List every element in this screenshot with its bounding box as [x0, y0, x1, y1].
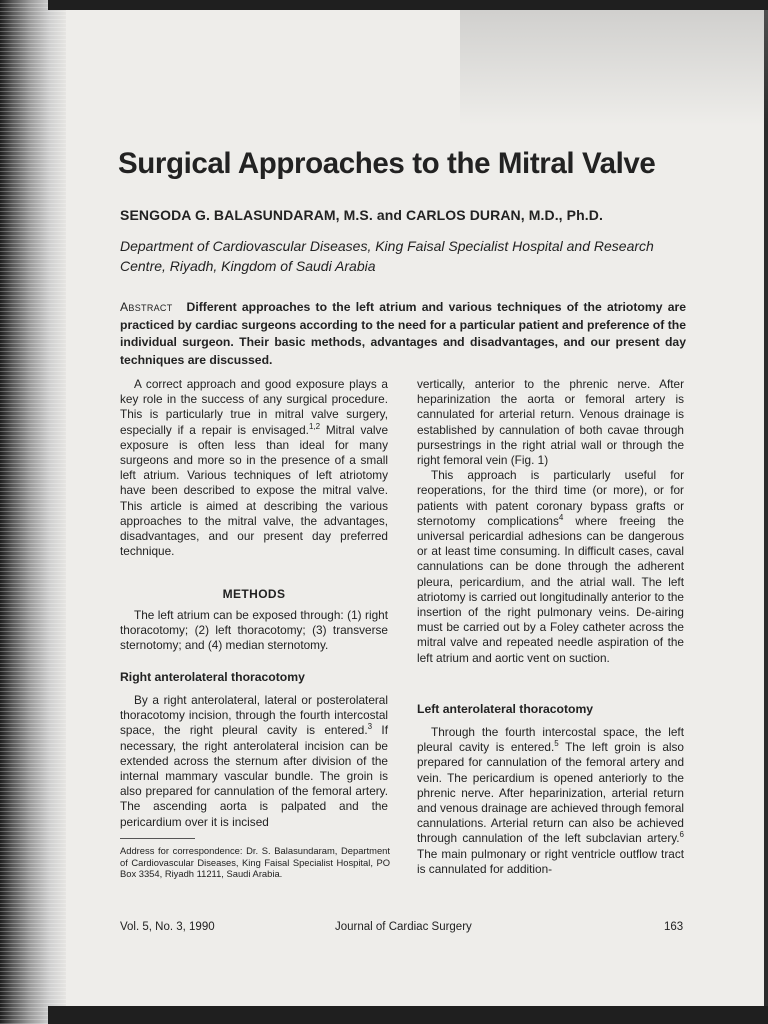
article-title: Surgical Approaches to the Mitral Valve [118, 147, 656, 180]
scan-top-edge [48, 0, 768, 10]
intro-text-1: A correct approach and good exposure plays a key role in the success of any surgical procedure. This is particularly true in mitral valve surgery, especially if a repair is envisaged. [120, 377, 388, 437]
abstract-text: Different approaches to the left atrium and various techniques of the atriotomy are practiced by cardiac surgeons according to the need for a particular patient and preference of the individual surgeon. Their basic methods, advantages and disadvantages, and our present day techniques are discussed. [120, 300, 686, 367]
page-number: 163 [664, 921, 684, 933]
author-affiliation: Department of Cardiovascular Diseases, King Faisal Specialist Hospital and Research Centre, Riyadh, Kingdom of Saudi Arabia [120, 238, 654, 274]
methods-paragraph [120, 608, 388, 654]
reoperation-text-2: where freeing the universal pericardial adhesions can be dangerous or at least time consuming. In difficult cases, caval cannulations can be done through the adherent pleura, pericardium, and the atrial wall. The left atriotomy is carried out longitudinally anterior to the insertion of the right pulmonary veins. De-airing must be carried out by a Foley catheter across the mitral valve and repeated needle aspiration of the left atrium and aortic vent on suction. [417, 513, 684, 665]
reoperation-text-1: This approach is particularly useful for reoperations, for the third time (or more), or for patients with patent coronary bypass grafts or sternotomy complications [417, 468, 684, 528]
right-thoracotomy-text-2: If necessary, the right anterolateral incision can be extended across the sternum after division of the internal mammary vascular bundle. The groin is also prepared for cannulation of the femoral artery. The ascending aorta is palpated and the pericardium over it is incised [120, 723, 388, 829]
left-thoracotomy-text-3: The main pulmonary or right ventricle outflow tract is cannulated for addition- [417, 846, 684, 876]
right-thoracotomy-citation: 3 [367, 722, 373, 732]
article-authors: SENGODA G. BALASUNDARAM, M.S. and CARLOS DURAN, M.D., Ph.D. [120, 207, 603, 223]
footnote-rule [120, 838, 195, 839]
right-thoracotomy-text-1: By a right anterolateral, lateral or posterolateral thoracotomy incision, through the fourth intercostal space, the right pleural cavity is entered. [120, 693, 388, 738]
abstract [120, 299, 686, 369]
methods-text: The left atrium can be exposed through: (1) right thoracotomy; (2) left thoracotomy; (3) transverse sternotomy; and (4) median sternotomy. [120, 608, 388, 653]
left-thoracotomy-text-2: The left groin is also prepared for cannulation of the femoral artery and vein. The pericardium is opened anteriorly to the phrenic nerve. After heparinization, arterial return and venous drainage are achieved through femoral cannulations. Arterial return can also be achieved through cannulation of the left subclavian artery. [417, 740, 684, 846]
methods-heading: METHODS [222, 587, 286, 601]
footer-volume: Vol. 5, No. 3, 1990 [120, 921, 215, 933]
footer-journal: Journal of Cardiac Surgery [335, 921, 472, 933]
scan-shadow [460, 6, 768, 126]
binding-streaks [0, 0, 66, 1024]
right-thoracotomy-paragraph [120, 693, 388, 830]
right-thoracotomy-heading: Right anterolateral thoracotomy [120, 670, 305, 684]
left-thoracotomy-citation-2: 6 [679, 830, 684, 840]
left-thoracotomy-citation-1: 5 [554, 739, 559, 749]
left-thoracotomy-heading: Left anterolateral thoracotomy [417, 702, 594, 716]
reoperation-citation: 4 [558, 512, 564, 522]
right-column-continuation [417, 377, 684, 666]
left-thoracotomy-text-1: Through the fourth intercostal space, the left pleural cavity is entered. [417, 725, 684, 755]
continuation-text: vertically, anterior to the phrenic nerve. After heparinization the aorta or femoral artery is cannulated for arterial return. Venous drainage is established by cannulation of both cavae through pursestrings in the right atrial wall or through the right femoral vein (Fig. 1) [417, 377, 684, 468]
abstract-label: Abstract [120, 300, 173, 314]
scan-bottom-edge [48, 1006, 768, 1024]
intro-text-2: Mitral valve exposure is often less than ideal for many surgeons and more so in the presence of a small left atrium. Various techniques of left atriotomy have been described to expose the mitral valve. This article is aimed at describing the various approaches to the mitral valve, the advantages, disadvantages, and our present day preferred technique. [120, 422, 389, 559]
left-thoracotomy-paragraph [417, 725, 684, 877]
intro-paragraph [120, 377, 388, 559]
correspondence-footnote: Address for correspondence: Dr. S. Balasundaram, Department of Cardiovascular Diseases, King Faisal Specialist Hospital, PO Box 3354, Riyadh 11211, Saudi Arabia. [120, 845, 390, 879]
intro-citation: 1,2 [308, 421, 321, 431]
